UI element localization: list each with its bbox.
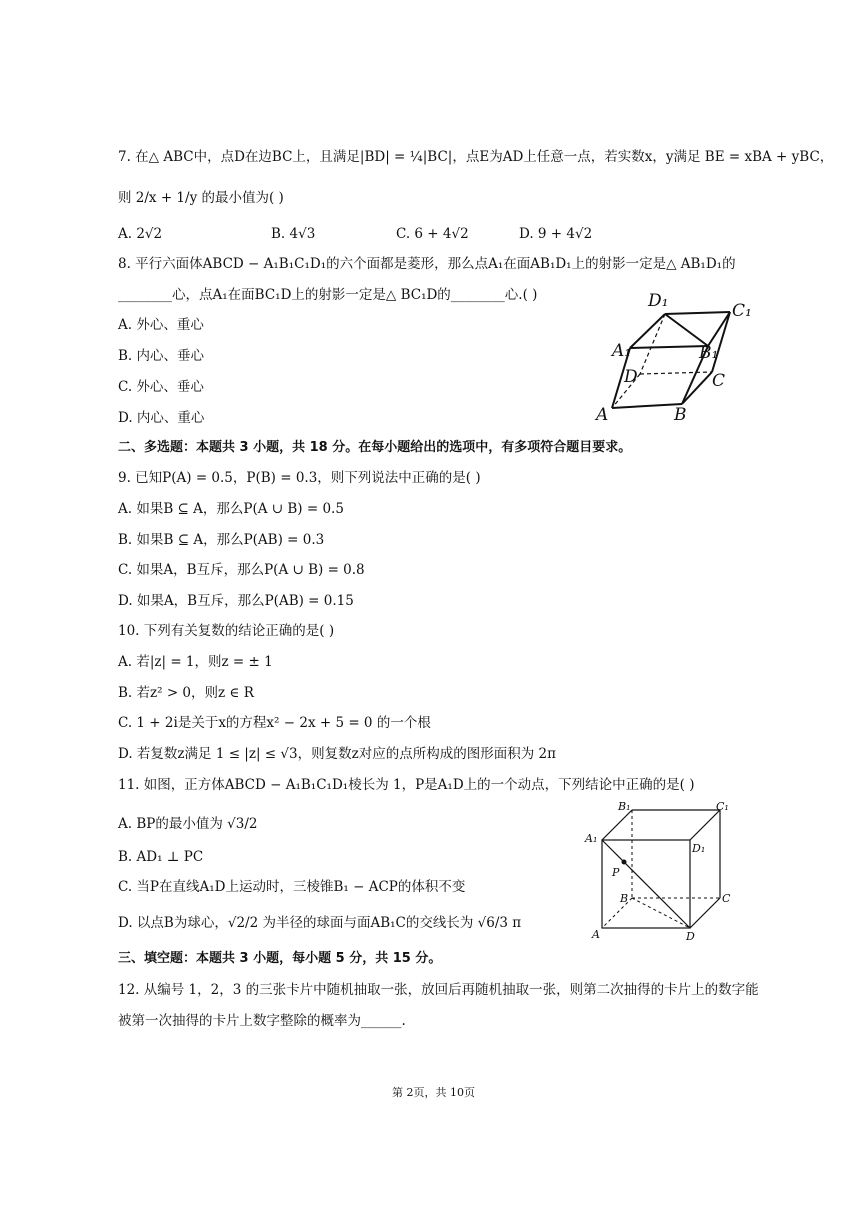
label-b1: B₁ <box>618 800 631 813</box>
label-b: B <box>674 405 687 425</box>
label-a1: A₁ <box>612 341 632 361</box>
q8-option-a: A. 外心、重心 <box>118 317 204 333</box>
q8-option-c: C. 外心、垂心 <box>118 379 204 395</box>
q9-option-c: C. 如果A，B互斥，那么P(A ∪ B) = 0.8 <box>118 562 365 578</box>
q10-option-d: D. 若复数z满足 1 ≤ |z| ≤ √3，则复数z对应的点所构成的图形面积为 2π <box>118 746 556 762</box>
q11-option-b: B. AD₁ ⊥ PC <box>118 849 204 865</box>
q7-stem-line1: 7. 在△ ABC中，点D在边BC上，且满足|BD| = ¼|BC|，点E为AD上任意一点，若实数x，y满足 BE = xBA + yBC， <box>118 149 834 165</box>
label-c: C <box>722 892 731 905</box>
q10-option-b: B. 若z² > 0，则z ∈ R <box>118 685 254 701</box>
q9-option-a: A. 如果B ⊆ A，那么P(A ∪ B) = 0.5 <box>118 501 344 517</box>
q10-stem: 10. 下列有关复数的结论正确的是( ) <box>118 623 335 639</box>
label-d1: D₁ <box>648 291 669 311</box>
cube-figure <box>580 796 750 946</box>
label-b1: B₁ <box>699 343 719 363</box>
q8-stem-line2: ________心，点A₁在面BC₁D上的射影一定是△ BC₁D的________心.( ) <box>118 287 538 303</box>
label-c1: C₁ <box>732 301 752 321</box>
q11-option-c: C. 当P在直线A₁D上运动时，三棱锥B₁ − ACP的体积不变 <box>118 879 466 895</box>
q9-option-d: D. 如果A，B互斥，那么P(AB) = 0.15 <box>118 593 354 609</box>
section-3-heading: 三、填空题：本题共 3 小题，每小题 5 分，共 15 分。 <box>118 951 442 966</box>
q8-stem-line1: 8. 平行六面体ABCD − A₁B₁C₁D₁的六个面都是菱形，那么点A₁在面AB₁D₁上的射影一定是△ AB₁D₁的 <box>118 256 736 272</box>
q9-stem: 9. 已知P(A) = 0.5，P(B) = 0.3，则下列说法中正确的是( ) <box>118 470 481 486</box>
q10-option-a: A. 若|z| = 1，则z = ± 1 <box>118 654 273 670</box>
q11-option-a: A. BP的最小值为 √3/2 <box>118 816 258 832</box>
q8-option-d: D. 内心、重心 <box>118 410 205 426</box>
label-d1: D₁ <box>692 842 706 855</box>
q9-option-b: B. 如果B ⊆ A，那么P(AB) = 0.3 <box>118 532 325 548</box>
q12-line2: 被第一次抽得的卡片上数字整除的概率为______. <box>118 1013 406 1029</box>
q11-option-d: D. 以点B为球心，√2/2 为半径的球面与面AB₁C的交线长为 √6/3 π <box>118 915 522 931</box>
label-a1: A₁ <box>585 832 598 845</box>
label-d: D <box>686 930 695 943</box>
label-c1: C₁ <box>716 800 729 813</box>
parallelepiped-figure <box>590 286 760 426</box>
q12-line1: 12. 从编号 1，2，3 的三张卡片中随机抽取一张，放回后再随机抽取一张，则第二次抽得的卡片上的数字能 <box>118 982 759 998</box>
point-p <box>622 860 627 865</box>
q7-option-a: A. 2√2 <box>118 226 163 242</box>
q7-stem-line2: 则 2/x + 1/y 的最小值为( ) <box>118 190 284 206</box>
label-a: A <box>592 928 600 941</box>
label-p: P <box>612 866 620 879</box>
q11-stem: 11. 如图，正方体ABCD − A₁B₁C₁D₁棱长为 1，P是A₁D上的一个动点，下列结论中正确的是( ) <box>118 777 695 793</box>
section-2-heading: 二、多选题：本题共 3 小题，共 18 分。在每小题给出的选项中，有多项符合题目要求。 <box>118 440 632 455</box>
q7-option-d: D. 9 + 4√2 <box>519 226 593 242</box>
q10-option-c: C. 1 + 2i是关于x的方程x² − 2x + 5 = 0 的一个根 <box>118 715 431 731</box>
page-footer: 第 2页，共 10页 <box>392 1086 475 1099</box>
label-b: B <box>620 892 629 905</box>
label-a: A <box>596 405 609 425</box>
label-d: D <box>624 367 638 387</box>
q7-option-c: C. 6 + 4√2 <box>396 226 469 242</box>
q8-option-b: B. 内心、垂心 <box>118 348 205 364</box>
label-c: C <box>712 371 726 391</box>
q7-option-b: B. 4√3 <box>271 226 316 242</box>
